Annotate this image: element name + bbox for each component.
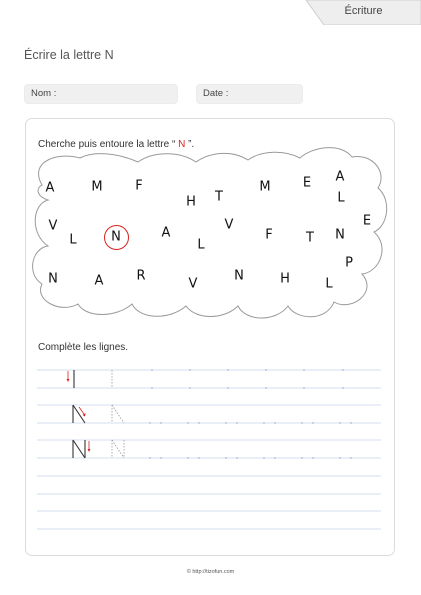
date-label: Date : (203, 88, 229, 99)
letter-18[interactable]: E (362, 213, 372, 229)
letter-17[interactable]: N (335, 227, 345, 243)
footer-copyright: © http://tizofun.com (186, 569, 235, 575)
letter-7[interactable]: E (302, 175, 312, 191)
instruction-text-end: ”. (185, 139, 195, 150)
letter-12[interactable]: A (161, 225, 171, 241)
letter-15[interactable]: F (265, 227, 273, 243)
direction-arrow (79, 407, 84, 414)
model-stroke (73, 440, 85, 458)
letter-20[interactable]: A (94, 273, 104, 289)
letter-1[interactable]: A (45, 180, 55, 196)
letter-10[interactable]: V (48, 218, 58, 234)
letter-19[interactable]: N (48, 271, 58, 287)
letter-circled[interactable]: N (111, 229, 121, 245)
letter-26[interactable]: P (345, 255, 353, 271)
letter-13[interactable]: L (197, 237, 205, 253)
trace-stroke (112, 405, 124, 423)
letter-22[interactable]: V (188, 276, 198, 292)
letter-2[interactable]: M (91, 179, 103, 195)
letter-24[interactable]: H (280, 271, 290, 287)
trace-stroke (112, 440, 124, 458)
letter-6[interactable]: M (259, 179, 271, 195)
exercise2-instruction: Complète les lignes. (38, 342, 129, 353)
target-letter: N (178, 139, 186, 150)
letter-11[interactable]: L (69, 232, 77, 248)
letter-14[interactable]: V (224, 217, 234, 233)
letter-23[interactable]: N (234, 268, 244, 284)
letter-16[interactable]: T (306, 230, 314, 246)
page-title: Écrire la lettre N (24, 48, 114, 62)
letter-8[interactable]: A (335, 169, 345, 185)
letter-21[interactable]: R (136, 268, 146, 284)
letter-5[interactable]: T (215, 189, 223, 205)
name-label: Nom : (31, 88, 57, 99)
letter-25[interactable]: L (325, 276, 333, 292)
instruction-text-start: Cherche puis entoure la lettre “ (38, 139, 179, 150)
tab-label: Écriture (344, 5, 383, 17)
guide-dots (149, 369, 351, 458)
model-stroke (73, 405, 85, 423)
direction-arrow-head (67, 379, 70, 382)
letter-3[interactable]: F (135, 178, 143, 194)
letter-9[interactable]: L (337, 190, 345, 206)
letter-4[interactable]: H (186, 194, 196, 210)
direction-arrow-head (88, 449, 91, 452)
